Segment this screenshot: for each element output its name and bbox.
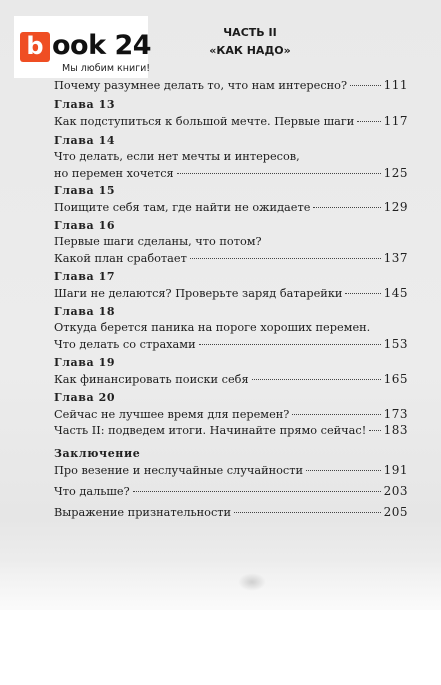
toc-entry-title: Как финансировать поиски себя <box>54 373 249 386</box>
toc-entry <box>54 114 408 129</box>
toc-entry <box>54 407 408 422</box>
toc-entry-page: 153 <box>383 337 408 351</box>
toc-entry <box>54 166 408 181</box>
toc-entry-title: Какой план сработает <box>54 252 187 265</box>
toc-leader <box>357 121 380 122</box>
toc-entry <box>54 484 408 499</box>
toc-leader <box>345 293 380 294</box>
page-smudge <box>238 573 266 591</box>
toc-leader <box>133 491 381 492</box>
toc-chapter: Глава 18 <box>54 305 116 318</box>
toc-entry-page: 203 <box>383 484 408 498</box>
toc-chapter: Глава 19 <box>54 356 116 369</box>
toc-entry <box>54 505 408 520</box>
toc-leader <box>177 173 381 174</box>
toc-entry-page: 165 <box>383 372 408 386</box>
toc-chapter: Глава 20 <box>54 391 116 404</box>
toc-chapter: Глава 15 <box>54 184 116 197</box>
logo-letter-badge: b <box>20 32 50 62</box>
toc-leader <box>313 207 380 208</box>
toc-leader <box>190 258 381 259</box>
toc-entry <box>54 423 408 438</box>
part-number: ЧАСТЬ II <box>223 26 277 39</box>
toc-entry-page: 205 <box>383 505 408 519</box>
page-fade <box>0 560 441 685</box>
toc-entry-page: 183 <box>383 423 408 437</box>
toc-leader <box>292 414 380 415</box>
toc-entry-title: Поищите себя там, где найти не ожидаете <box>54 201 311 214</box>
toc-entry-title: Почему разумнее делать то, что нам интересно? <box>54 79 348 92</box>
toc-entry-title: Что делать со страхами <box>54 338 196 351</box>
toc-line: Откуда берется паника на пороге хороших перемен. <box>54 321 371 334</box>
toc-entry-page: 117 <box>383 114 408 128</box>
toc-leader <box>199 344 381 345</box>
toc-entry-page: 173 <box>383 407 408 421</box>
toc-entry-title: Про везение и неслучайные случайности <box>54 464 304 477</box>
toc-line: Что делать, если нет мечты и интересов, <box>54 150 300 163</box>
toc-entry-page: 191 <box>383 463 408 477</box>
toc-leader <box>306 470 381 471</box>
toc-entry <box>54 251 408 266</box>
toc-entry-page: 145 <box>383 286 408 300</box>
toc-entry <box>54 200 408 215</box>
toc-entry-title: Выражение признательности <box>54 506 232 519</box>
logo-word: ook 24 <box>52 30 152 61</box>
toc-leader <box>252 379 381 380</box>
toc-entry <box>54 286 408 301</box>
toc-chapter: Глава 13 <box>54 98 116 111</box>
part-title: «КАК НАДО» <box>209 44 291 57</box>
toc-entry-title: Шаги не делаются? Проверьте заряд батарейки <box>54 287 343 300</box>
toc-entry <box>54 337 408 352</box>
toc-entry-page: 129 <box>383 200 408 214</box>
toc-leader <box>234 512 381 513</box>
toc-section: Заключение <box>54 447 141 460</box>
toc-entry-title: Что дальше? <box>54 485 130 498</box>
toc-chapter: Глава 17 <box>54 270 116 283</box>
logo-tagline: Мы любим книги! <box>62 63 151 74</box>
toc-leader <box>350 85 381 86</box>
toc-chapter: Глава 16 <box>54 219 116 232</box>
toc-entry-title: Часть II: подведем итоги. Начинайте прямо сейчас! <box>54 424 367 437</box>
book24-logo[interactable] <box>14 16 152 78</box>
toc-leader <box>369 430 380 431</box>
toc-entry-title: но перемен хочется <box>54 167 174 180</box>
toc-entry <box>54 463 408 478</box>
toc-entry <box>54 78 408 93</box>
toc-line: Первые шаги сделаны, что потом? <box>54 235 262 248</box>
toc-entry <box>54 372 408 387</box>
toc-entry-title: Как подступиться к большой мечте. Первые шаги <box>54 115 355 128</box>
toc-chapter: Глава 14 <box>54 134 116 147</box>
toc-entry-page: 111 <box>383 78 408 92</box>
toc-entry-page: 137 <box>383 251 408 265</box>
toc-entry-title: Сейчас не лучшее время для перемен? <box>54 408 290 421</box>
toc-entry-page: 125 <box>383 166 408 180</box>
